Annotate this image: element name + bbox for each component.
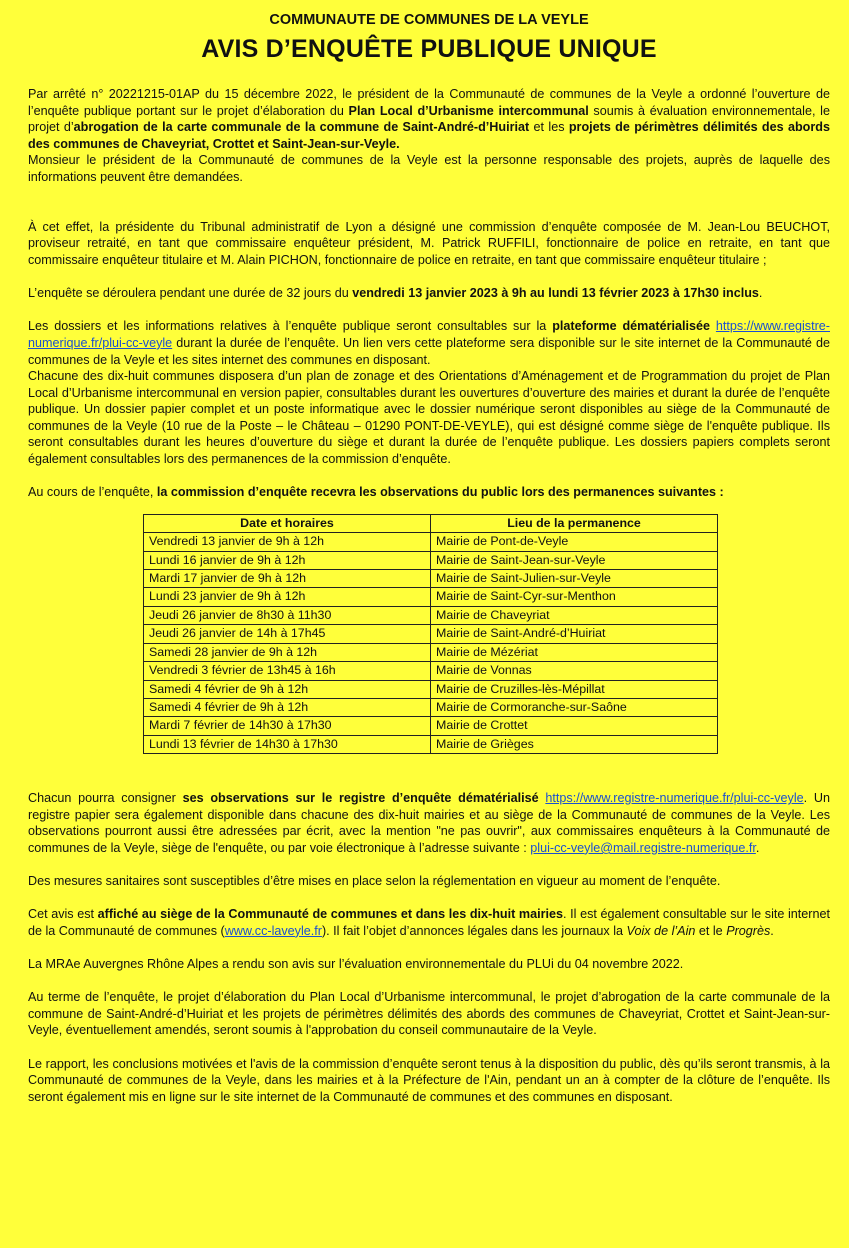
table-row (144, 662, 718, 680)
paragraph-dossiers: Les dossiers et les informations relatives à l’enquête publique seront consultables sur la plateforme dématérialisée https://www.registre-numerique.fr/plui-cc-veyle durant la durée de l’enquête. Un lien vers cette plateforme sera disponible sur le site internet de la Communauté de communes de la Veyle et les sites internet des communes en disposant. (28, 319, 830, 367)
cell-lieu: Mairie de Saint-Cyr-sur-Menthon (431, 588, 718, 606)
cell-lieu: Mairie de Saint-Julien-sur-Veyle (431, 570, 718, 588)
cell-date: Samedi 4 février de 9h à 12h (144, 698, 431, 716)
table-row (144, 606, 718, 624)
cell-date: Samedi 28 janvier de 9h à 12h (144, 643, 431, 661)
cell-date: Vendredi 3 février de 13h45 à 16h (144, 662, 431, 680)
registre-link-2[interactable]: https://www.registre-numerique.fr/plui-cc-veyle (545, 791, 804, 806)
website-link[interactable]: www.cc-laveyle.fr (224, 923, 322, 938)
paragraph-responsable: Monsieur le président de la Communauté de communes de la Veyle est la personne responsable des projets, auprès de laquelle des informations peuvent être demandées. (28, 153, 830, 184)
table-row (144, 570, 718, 588)
table-header-row (144, 514, 718, 532)
cell-lieu: Mairie de Cormoranche-sur-Saône (431, 698, 718, 716)
table-row (144, 680, 718, 698)
cell-lieu: Mairie de Pont-de-Veyle (431, 533, 718, 551)
paragraph-rapport: Le rapport, les conclusions motivées et l'avis de la commission d’enquête seront tenus à la disposition du public, dès qu’ils seront transmis, à la Communauté de communes de la Veyle, dans les mairies et à la Préfecture de l'Ain, pendant un an à compter de la clôture de l’enquête. Ils seront également mis en ligne sur le site internet de la Communauté de communes et des communes en disposant. (28, 1056, 830, 1104)
cell-lieu: Mairie de Vonnas (431, 662, 718, 680)
table-row (144, 698, 718, 716)
cell-date: Mardi 7 février de 14h30 à 17h30 (144, 717, 431, 735)
paragraph-permanences-intro: Au cours de l’enquête, la commission d’enquête recevra les observations du public lors des permanences suivantes : (28, 485, 724, 500)
notice-body (28, 86, 830, 1105)
cell-date: Lundi 13 février de 14h30 à 17h30 (144, 735, 431, 753)
paragraph-communes: Chacune des dix-huit communes disposera d’un plan de zonage et des Orientations d’Aménagement et de Programmation du projet de Plan Local d’Urbanisme intercommunal en version papier, consultables durant les ouvertures d’ouverture des mairies et durant la durée de l’enquête publique. Un dossier papier complet et un poste informatique avec le dossier numérique seront disponibles au siège de la Communauté de communes de la Veyle (10 rue de la Poste – le Château – 01290 PONT-DE-VEYLE), qui est désigné comme siège de l'enquête publique. Ils seront consultables durant les heures d’ouverture du siège et durant la durée de l’enquête publique. Les dossiers papiers complets seront également consultables lors des permanences de la commission d’enquête. (28, 369, 830, 467)
notice-title: AVIS D’ENQUÊTE PUBLIQUE UNIQUE (201, 35, 657, 63)
registre-link[interactable]: https://www.registre-numerique.fr/plui-cc-veyle (28, 319, 830, 350)
email-link[interactable]: plui-cc-veyle@mail.registre-numerique.fr (530, 840, 756, 855)
cell-lieu: Mairie de Mézériat (431, 643, 718, 661)
table-row (144, 551, 718, 569)
paragraph-affichage: Cet avis est affiché au siège de la Communauté de communes et dans les dix-huit mairies. Il est également consultable sur le site internet de la Communauté de communes (www.cc-laveyle.fr). Il fait l’objet d’annonces légales dans les journaux la Voix de l’Ain et le Progrès. (28, 907, 830, 938)
paragraph-observations: Chacun pourra consigner ses observations sur le registre d’enquête dématérialisé https://www.registre-numerique.fr/plui-cc-veyle. Un registre papier sera également disponible dans chacune des dix-huit mairies et au siège de la Communauté de communes de la Veyle. Les observations pourront aussi être adressées par écrit, avec la mention "ne pas ouvrir", aux commissaires enquêteurs à la Communauté de communes de la Veyle, siège de l'enquête, ou par voie électronique à l’adresse suivante : plui-cc-veyle@mail.registre-numerique.fr. (28, 791, 830, 855)
table-row (144, 533, 718, 551)
table-row (144, 717, 718, 735)
column-header-lieu: Lieu de la permanence (431, 514, 718, 532)
cell-lieu: Mairie de Saint-Jean-sur-Veyle (431, 551, 718, 569)
table-row (144, 643, 718, 661)
cell-date: Jeudi 26 janvier de 14h à 17h45 (144, 625, 431, 643)
cell-date: Lundi 16 janvier de 9h à 12h (144, 551, 431, 569)
cell-lieu: Mairie de Crottet (431, 717, 718, 735)
paragraph-duree: L’enquête se déroulera pendant une durée de 32 jours du vendredi 13 janvier 2023 à 9h au lundi 13 février 2023 à 17h30 inclus. (28, 286, 763, 301)
cell-date: Mardi 17 janvier de 9h à 12h (144, 570, 431, 588)
paragraph-sanitaire: Des mesures sanitaires sont susceptibles d’être mises en place selon la réglementation en vigueur au moment de l’enquête. (28, 874, 721, 889)
cell-lieu: Mairie de Saint-André-d’Huiriat (431, 625, 718, 643)
table-row (144, 625, 718, 643)
permanences-table (143, 514, 718, 754)
paragraph-commission: À cet effet, la présidente du Tribunal administratif de Lyon a désigné une commission d’enquête composée de M. Jean-Lou BEUCHOT, proviseur retraité, en tant que commissaire enquêteur président, M. Patrick RUFFILI, fonctionnaire de police en retraite, en tant que commissaire enquêteur titulaire et M. Alain PICHON, fonctionnaire de police en retraite, en tant que commissaire enquêteur titulaire ; (28, 219, 830, 267)
cell-date: Vendredi 13 janvier de 9h à 12h (144, 533, 431, 551)
cell-date: Lundi 23 janvier de 9h à 12h (144, 588, 431, 606)
table-row (144, 735, 718, 753)
paragraph-approbation: Au terme de l’enquête, le projet d’élaboration du Plan Local d’Urbanisme intercommunal, le projet d’abrogation de la carte communale de la commune de Saint-André-d’Huiriat et les projets de périmètres délimités des abords des communes de Chaveyriat, Crottet et Saint-Jean-sur-Veyle, éventuellement amendés, seront soumis à l'approbation du conseil communautaire de la Veyle. (28, 990, 830, 1038)
cell-lieu: Mairie de Grièges (431, 735, 718, 753)
cell-date: Samedi 4 février de 9h à 12h (144, 680, 431, 698)
organization-name: COMMUNAUTE DE COMMUNES DE LA VEYLE (269, 12, 589, 28)
cell-date: Jeudi 26 janvier de 8h30 à 11h30 (144, 606, 431, 624)
table-row (144, 588, 718, 606)
paragraph-mrae: La MRAe Auvergnes Rhône Alpes a rendu son avis sur l’évaluation environnementale du PLUi du 04 novembre 2022. (28, 957, 684, 972)
cell-lieu: Mairie de Chaveyriat (431, 606, 718, 624)
column-header-date: Date et horaires (144, 514, 431, 532)
paragraph-arrete: Par arrêté n° 20221215-01AP du 15 décembre 2022, le président de la Communauté de communes de la Veyle a ordonné l’ouverture de l’enquête publique portant sur le projet d’élaboration du Plan Local d’Urbanisme intercommunal soumis à évaluation environnementale, le projet d’abrogation de la carte communale de la commune de Saint-André-d’Huiriat et les projets de périmètres délimités des abords des communes de Chaveyriat, Crottet et Saint-Jean-sur-Veyle. (28, 87, 830, 151)
cell-lieu: Mairie de Cruzilles-lès-Mépillat (431, 680, 718, 698)
